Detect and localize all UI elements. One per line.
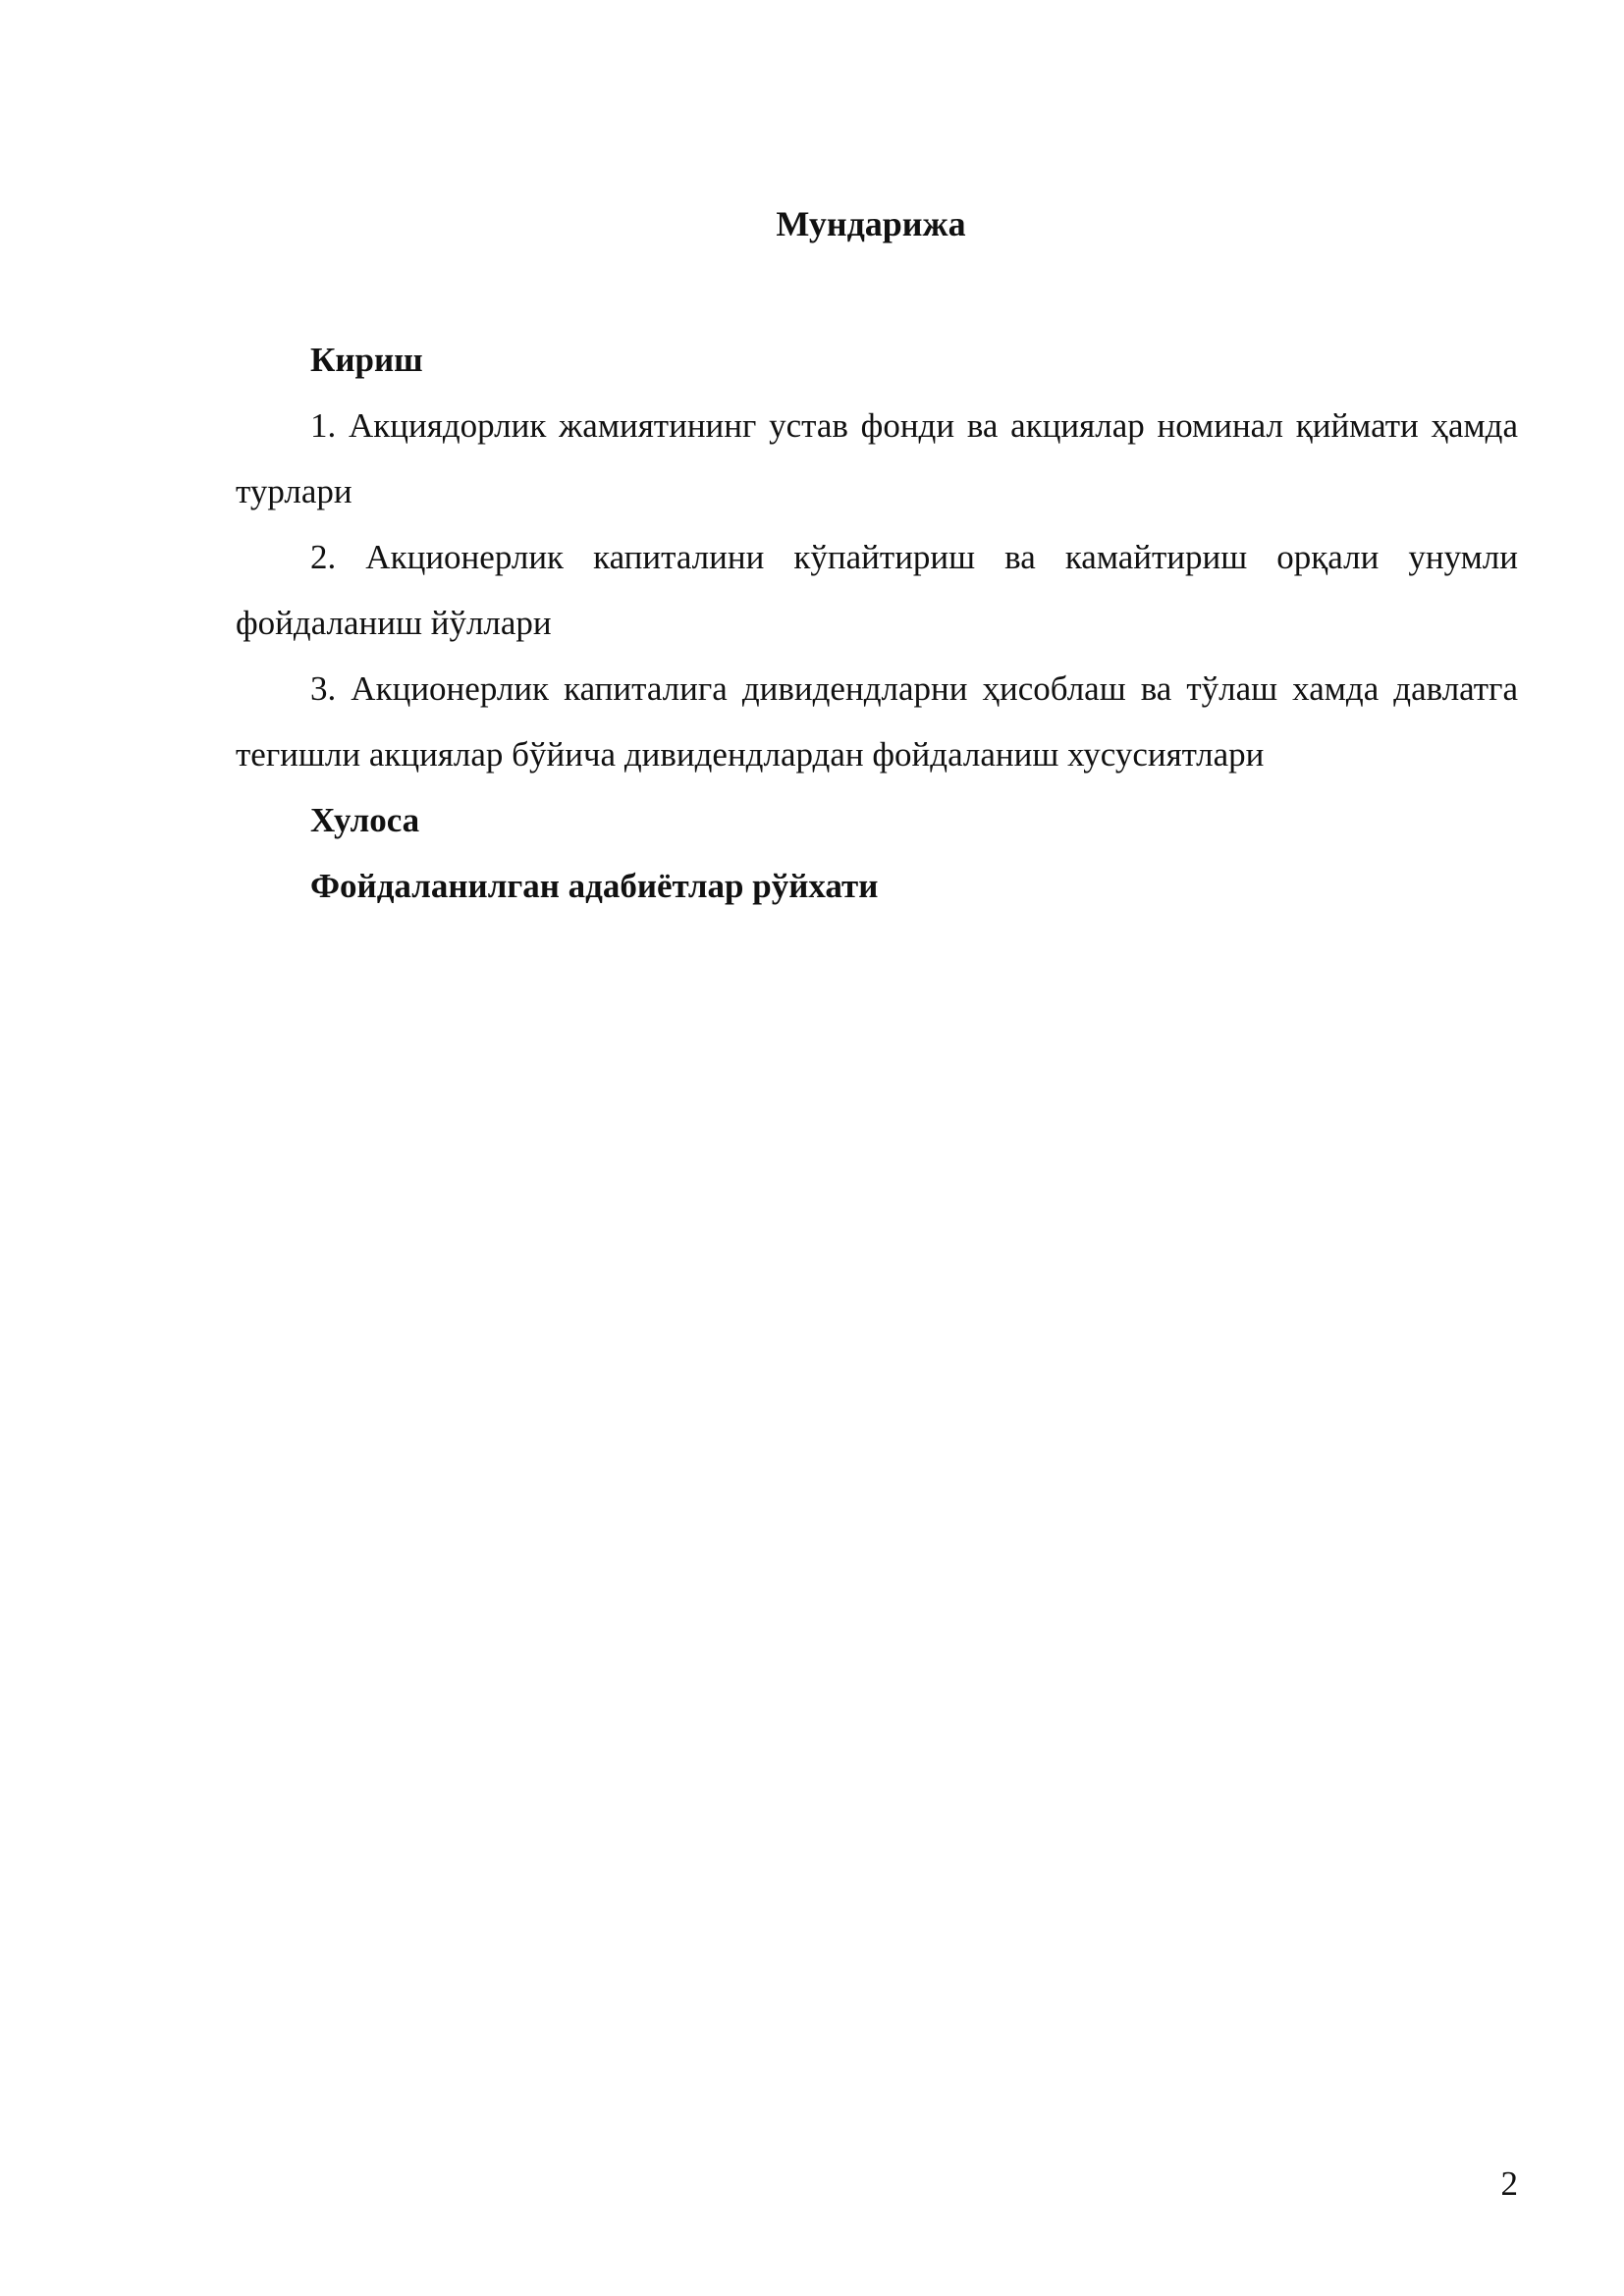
table-of-contents xyxy=(236,327,1518,919)
toc-item-2: 2. Акционерлик капиталини кўпайтириш ва камайтириш орқали унумли фойдаланиш йўллари xyxy=(236,538,1518,642)
page-number: 2 xyxy=(1500,2164,1518,2203)
toc-intro: Кириш xyxy=(310,341,423,379)
page-title: Мундарижа xyxy=(776,204,966,243)
toc-references: Фойдаланилган адабиётлар рўйхати xyxy=(310,867,879,905)
toc-conclusion: Хулоса xyxy=(310,801,420,839)
toc-item-1: 1. Акциядорлик жамиятининг устав фонди ва акциялар номинал қиймати ҳамда турлари xyxy=(236,406,1518,510)
toc-item-3: 3. Акционерлик капиталига дивидендларни ҳисоблаш ва тўлаш хамда давлатга тегишли акциялар бўйича дивидендлардан фойдаланиш хусусиятлари xyxy=(236,669,1518,774)
